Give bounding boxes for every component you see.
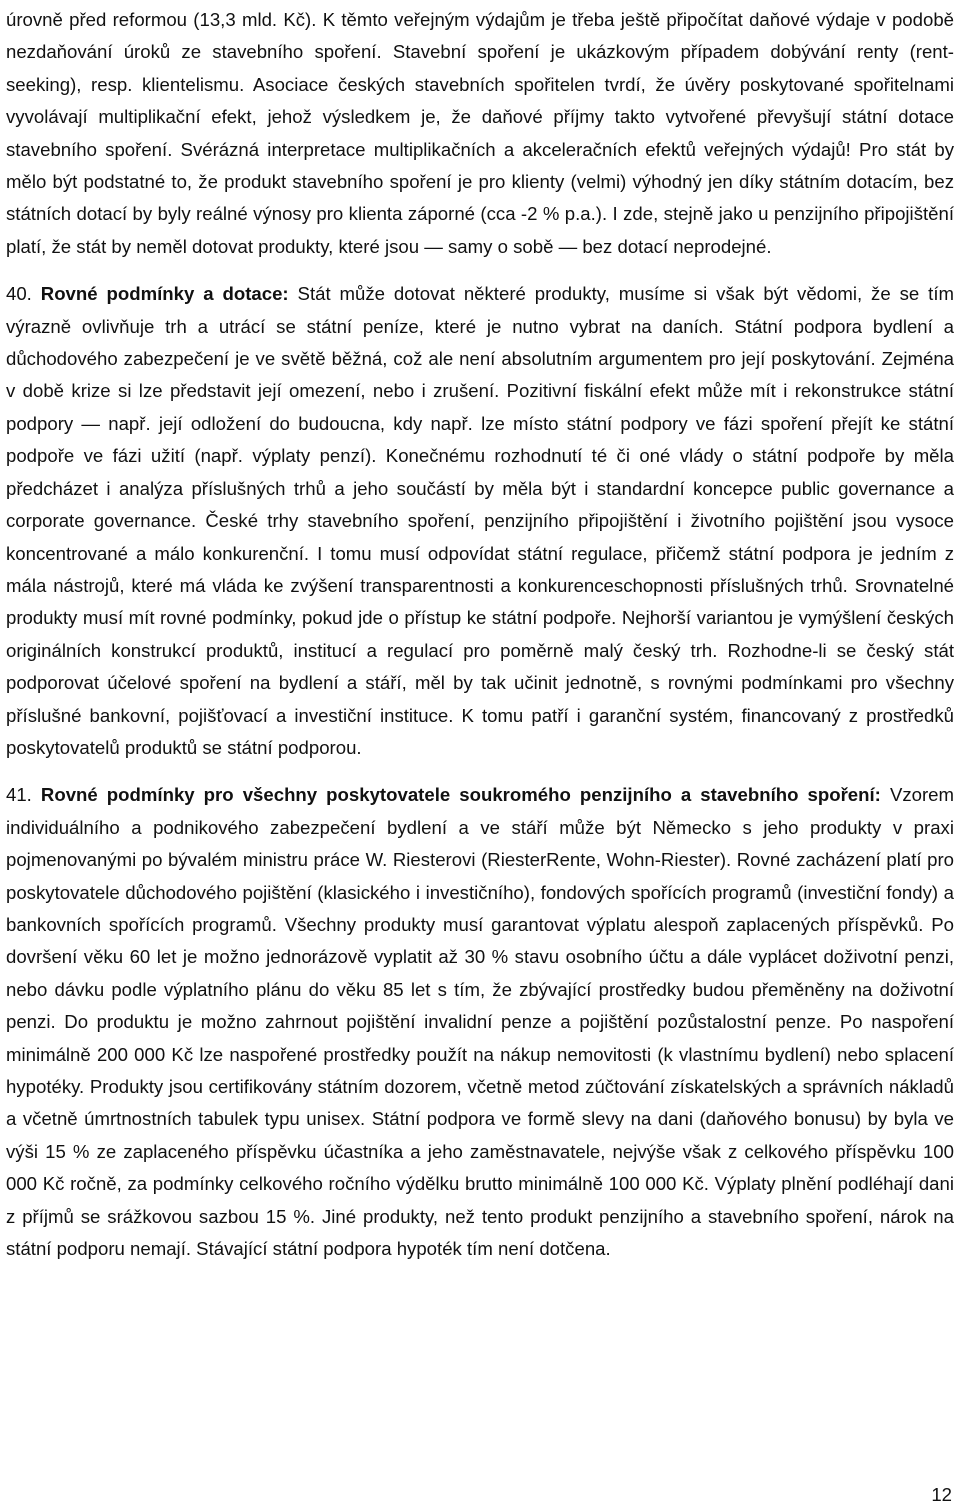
paragraph-41 — [6, 779, 954, 1265]
paragraph-body: Vzorem individuálního a podnikového zabezpečení bydlení a ve stáří může být Německo s jeho produkty v praxi pojmenovanými po bývalém ministru práce W. Riesterovi (RiesterRente, Wohn-Riester). Rovné zacházení platí pro poskytovatele důchodového pojištění (klasického i investičního), fondových spořících programů (investiční fondy) a bankovních spořících programů. Všechny produkty musí garantovat výplatu alespoň zaplacených příspěvků. Po dovršení věku 60 let je možno jednorázově vyplatit až 30 % stavu osobního účtu a dále vyplácet doživotní penzi, nebo dávku podle výplatního plánu do věku 85 let s tím, že zbývající prostředky budou přeměněny na doživotní penzi. Do produktu je možno zahrnout pojištění invalidní penze a pojištění pozůstalostní penze. Po naspoření minimálně 200 000 Kč lze naspořené prostředky použít na nákup nemovitosti (k vlastnímu bydlení) nebo splacení hypotéky. Produkty jsou certifikovány státním dozorem, včetně metod zúčtování získatelských a správních nákladů a včetně úmrtnostních tabulek typu unisex. Státní podpora ve formě slevy na dani (daňového bonusu) by byla ve výši 15 % ze zaplaceného příspěvku účastníka a jeho zaměstnavatele, nejvýše však z celkového příspěvku 100 000 Kč ročně, za podmínky celkového ročního výdělku brutto minimálně 100 000 Kč. Výplaty plnění podléhají dani z příjmů se srážkovou sazbou 15 %. Jiné produkty, než tento produkt penzijního a stavebního spoření, nárok na státní podporu nemají. Stávající státní podpora hypoték tím není dotčena. — [6, 784, 955, 1260]
paragraph-40 — [6, 278, 954, 764]
paragraph-heading: Rovné podmínky pro všechny poskytovatele soukromého penzijního a stavebního spoření: — [40, 784, 881, 806]
paragraph-body: Stát může dotovat některé produkty, musíme si však být vědomi, že se tím výrazně ovlivňuje trh a utrácí se státní peníze, které je nutno vybrat na daních. Státní podpora bydlení a důchodového zabezpečení je ve světě běžná, což ale není absolutním argumentem pro její poskytování. Zejména v době krize si lze představit její omezení, nebo i zrušení. Pozitivní fiskální efekt může mít i rekonstrukce státní podpory — např. její odložení do budoucna, kdy např. lze místo státní podpory ve fázi spoření přejít ke státní podpoře ve fázi užití (např. výplaty penzí). Konečnému rozhodnutí té či oné vlády o státní podpoře by měla předcházet i analýza příslušných trhů a jeho součástí by měla být i standardní koncepce public governance a corporate governance. České trhy stavebního spoření, penzijního připojištění i životního pojištění jsou vysoce koncentrované a málo konkurenční. I tomu musí odpovídat státní regulace, přičemž státní podpora je jedním z mála nástrojů, které má vláda ke zvýšení transparentnosti a konkurenceschopnosti příslušných trhů. Srovnatelné produkty musí mít rovné podmínky, pokud jde o přístup ke státní podpoře. Nejhorší variantou je vymýšlení českých originálních konstrukcí produktů, institucí a regulací pro poměrně malý český trh. Rozhodne-li se český stát podporovat účelové spoření na bydlení a stáří, měl by tak učinit jednotně, s rovnými podmínkami pro všechny příslušné bankovní, pojišťovací a investiční instituce. K tomu patří i garanční systém, financovaný z prostředků poskytovatelů produktů se státní podporou. — [6, 283, 954, 758]
paragraph-continuation: úrovně před reformou (13,3 mld. Kč). K těmto veřejným výdajům je třeba ještě připočítat daňové výdaje v podobě nezdaňování úroků ze stavebního spoření. Stavební spoření je ukázkovým případem dobývání renty (rent-seeking), resp. klientelismu. Asociace českých stavebních spořitelen tvrdí, že úvěry poskytované spořitelnami vyvolávají multiplikační efekt, jehož výsledkem je, že daňové příjmy takto vytvořené převyšují státní dotace stavebního spoření. Svérázná interpretace multiplikačních a akceleračních efektů veřejných výdajů! Pro stát by mělo být podstatné to, že produkt stavebního spoření je pro klienty (velmi) výhodný jen díky státním dotacím, bez státních dotací by byly reálné výnosy pro klienta záporné (cca -2 % p.a.). I zde, stejně jako u penzijního připojištění platí, že stát by neměl dotovat produkty, které jsou — samy o sobě — bez dotací neprodejné. — [6, 9, 954, 257]
paragraph-heading: Rovné podmínky a dotace: — [40, 283, 289, 305]
document-page — [6, 4, 954, 1265]
paragraph-number: 41. — [6, 784, 41, 806]
paragraph-number: 40. — [6, 283, 41, 305]
page-number: 12 — [931, 1484, 952, 1505]
